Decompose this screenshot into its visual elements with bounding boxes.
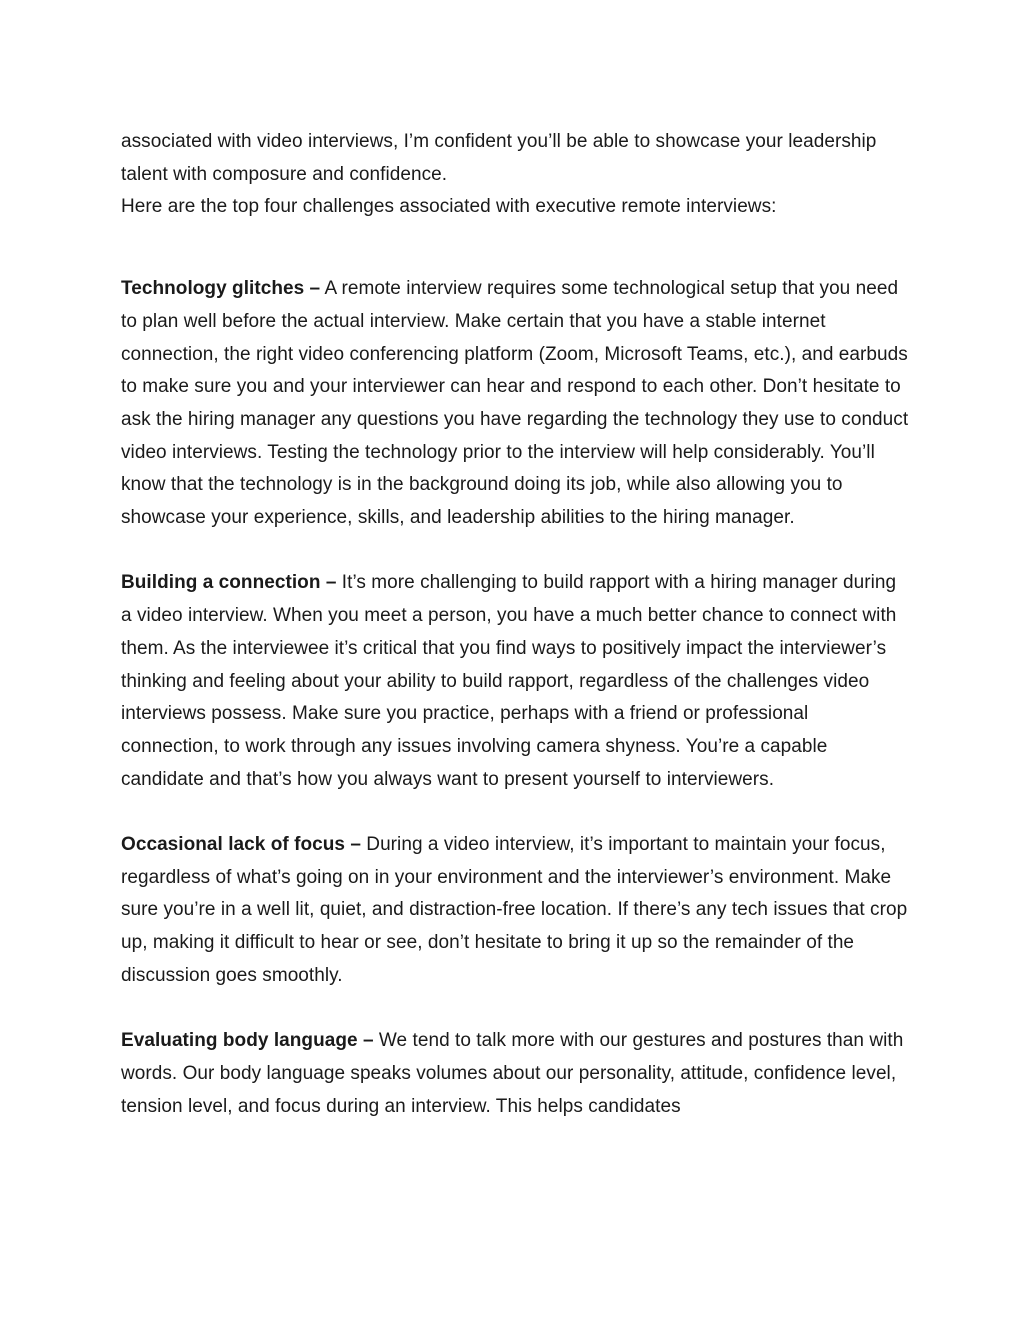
- lead-paragraph: Here are the top four challenges associated with executive remote interviews:: [121, 196, 777, 218]
- section-building-connection: [121, 567, 911, 796]
- section-title: Occasional lack of focus –: [121, 834, 361, 856]
- section-body-language: [121, 1025, 911, 1123]
- intro-paragraph: associated with video interviews, I’m confident you’ll be able to showcase your leadership talent with composure and confidence.: [121, 131, 877, 185]
- section-technology-glitches: [121, 273, 911, 535]
- section-lack-of-focus: [121, 829, 911, 993]
- section-body: It’s more challenging to build rapport with a hiring manager during a video interview. When you meet a person, you have a much better chance to connect with them. As the interviewee it’s critical that you find ways to positively impact the interviewer’s thinking and feeling about your ability to build rapport, regardless of the challenges video interviews possess. Make sure you practice, perhaps with a friend or professional connection, to work through any issues involving camera shyness. You’re a capable candidate and that’s how you always want to present yourself to interviewers.: [121, 572, 897, 790]
- section-body: A remote interview requires some technological setup that you need to plan well before the actual interview. Make certain that you have a stable internet connection, the right video conferencing platform (Zoom, Microsoft Teams, etc.), and earbuds to make sure you and your interviewer can hear and respond to each other. Don’t hesitate to ask the hiring manager any questions you have regarding the technology they use to conduct video interviews. Testing the technology prior to the interview will help considerably. You’ll know that the technology is in the background doing its job, while also allowing you to showcase your experience, skills, and leadership abilities to the hiring manager.: [121, 278, 909, 529]
- section-body: During a video interview, it’s important to maintain your focus, regardless of what’s going on in your environment and the interviewer’s environment. Make sure you’re in a well lit, quiet, and distraction-free location. If there’s any tech issues that crop up, making it difficult to hear or see, don’t hesitate to bring it up so the remainder of the discussion goes smoothly.: [121, 834, 908, 986]
- section-title: Evaluating body language –: [121, 1030, 374, 1052]
- section-title: Technology glitches –: [121, 278, 321, 300]
- section-body: We tend to talk more with our gestures and postures than with words. Our body language speaks volumes about our personality, attitude, confidence level, tension level, and focus during an interview. This helps candidates: [121, 1030, 904, 1117]
- document-page: [121, 126, 911, 1156]
- section-title: Building a connection –: [121, 572, 337, 594]
